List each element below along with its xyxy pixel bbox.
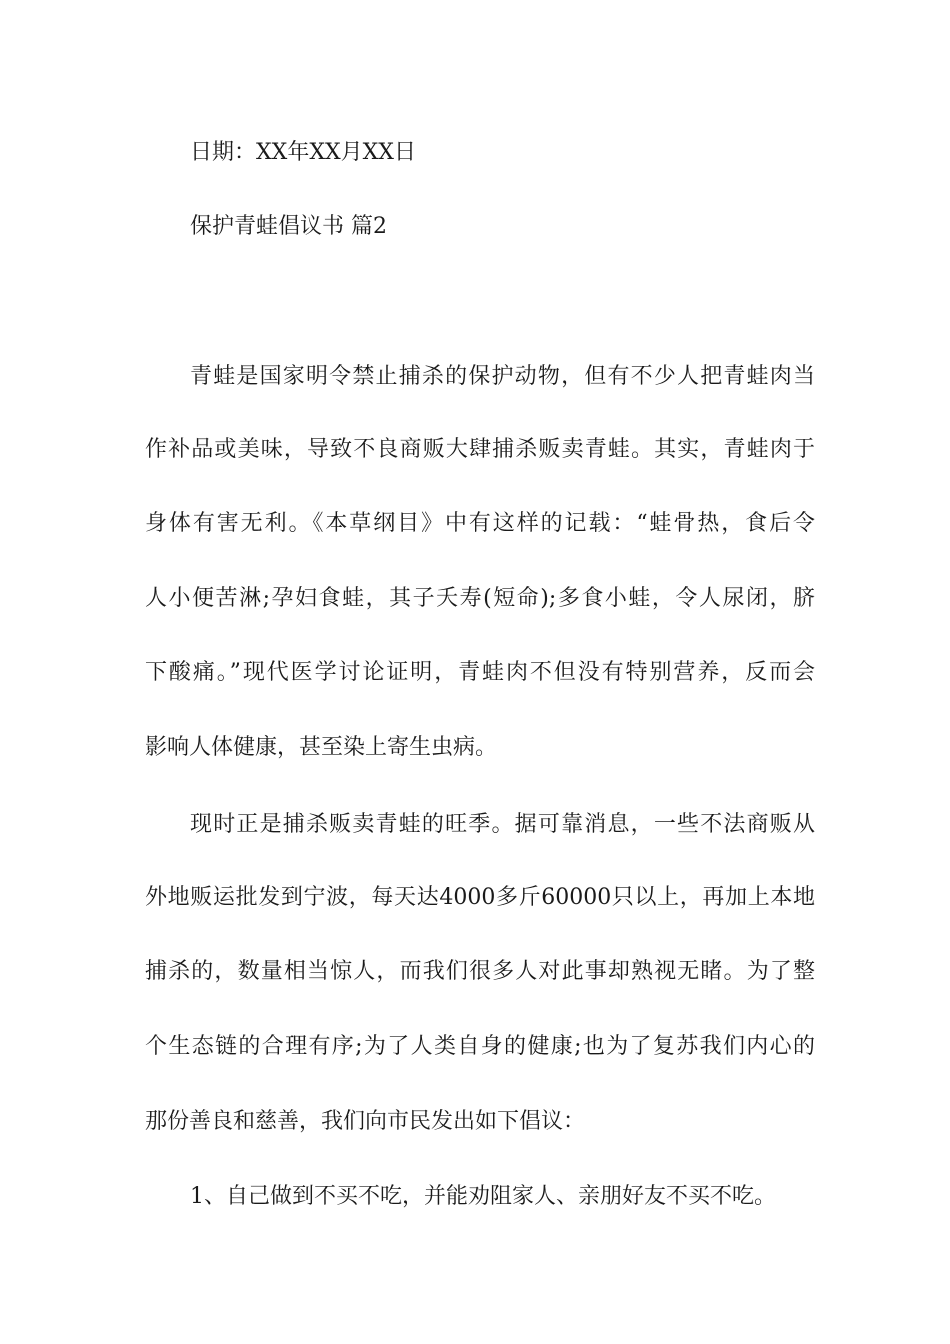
date-line: 日期：XX年XX月XX日 [190,140,416,165]
paragraph-2-line-2: 外地贩运批发到宁波，每天达4000多斤60000只以上，再加上本地 [145,885,815,910]
paragraph-3-line-1: 1、自己做到不买不吃，并能劝阻家人、亲朋好友不买不吃。 [190,1184,776,1209]
paragraph-2-line-4: 个生态链的合理有序;为了人类自身的健康;也为了复苏我们内心的 [145,1034,815,1059]
paragraph-1-line-1: 青蛙是国家明令禁止捕杀的保护动物，但有不少人把青蛙肉当 [190,364,815,389]
paragraph-2-line-3: 捕杀的，数量相当惊人，而我们很多人对此事却熟视无睹。为了整 [145,959,815,984]
paragraph-2-line-1: 现时正是捕杀贩卖青蛙的旺季。据可靠消息，一些不法商贩从 [190,812,815,837]
paragraph-1-line-5: 下酸痛。”现代医学讨论证明，青蛙肉不但没有特别营养，反而会 [145,660,815,685]
paragraph-1-line-2: 作补品或美味，导致不良商贩大肆捕杀贩卖青蛙。其实，青蛙肉于 [145,437,815,462]
section-heading: 保护青蛙倡议书 篇2 [190,214,387,239]
paragraph-1-line-6: 影响人体健康，甚至染上寄生虫病。 [145,735,498,760]
paragraph-2-line-5: 那份善良和慈善，我们向市民发出如下倡议： [145,1109,586,1134]
paragraph-1-line-3: 身体有害无利。《本草纲目》中有这样的记载：“蛙骨热，食后令 [145,511,815,536]
paragraph-1-line-4: 人小便苦淋;孕妇食蛙，其子夭寿(短命);多食小蛙，令人尿闭，脐 [145,586,815,611]
